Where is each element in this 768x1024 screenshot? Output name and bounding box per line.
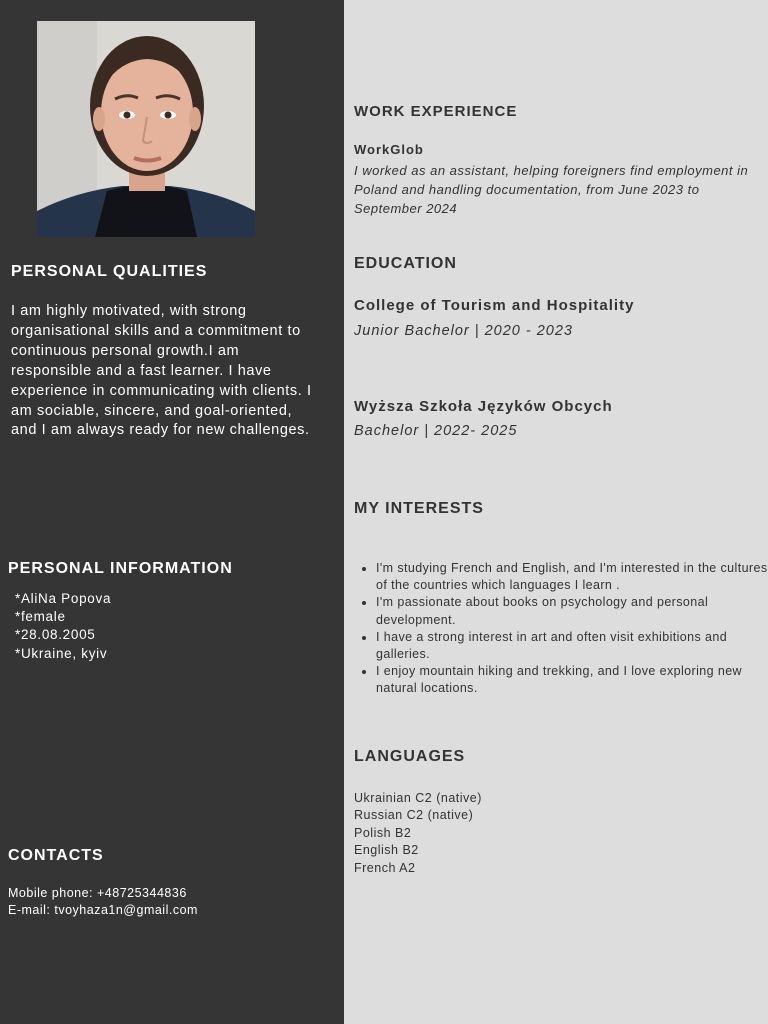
language-russian: Russian C2 (native) [354, 808, 474, 823]
personal-information-heading: PERSONAL INFORMATION [8, 560, 233, 577]
work-experience-heading: WORK EXPERIENCE [354, 103, 518, 120]
personal-qualities-text: I am highly motivated, with strong organisational skills and a commitment to continuous personal growth.I am responsible and a fast learner. I have experience in communicating with clients. I am sociable, sincere, and goal-oriented, and I am always ready for new challenges. [11, 303, 312, 439]
education-school-1: College of Tourism and Hospitality [354, 297, 635, 314]
education-degree-1: Junior Bachelor | 2020 - 2023 [354, 323, 573, 339]
list-item: • I have a strong interest in art and often visit exhibitions and galleries. [376, 629, 768, 663]
profile-photo [37, 21, 255, 237]
interests-heading: MY INTERESTS [354, 500, 484, 517]
personal-information-list [15, 590, 111, 663]
work-description: I worked as an assistant, helping foreigners find employment in Poland and handling documentation, from June 2023 to September 2024 [354, 163, 749, 216]
language-polish: Polish B2 [354, 825, 412, 840]
list-item: • I'm passionate about books on psychology and personal development. [376, 594, 768, 628]
language-ukrainian: Ukrainian C2 (native) [354, 791, 482, 805]
languages-heading: LANGUAGES [354, 748, 466, 765]
list-item: • I enjoy mountain hiking and trekking, and I love exploring new natural locations. [376, 663, 768, 697]
personal-qualities-heading: PERSONAL QUALITIES [11, 263, 208, 280]
languages-list [354, 790, 482, 877]
list-item: • I'm studying French and English, and I'm interested in the cultures of the countries which languages I learn . [376, 560, 768, 594]
education-degree-2: Bachelor | 2022- 2025 [354, 423, 518, 439]
contacts-heading: CONTACTS [8, 847, 104, 864]
language-french: French A2 [354, 860, 416, 875]
info-location: *Ukraine, kyiv [15, 645, 108, 661]
info-birthdate: *28.08.2005 [15, 627, 96, 643]
sidebar [0, 0, 344, 1024]
info-name: *AliNa Popova [15, 591, 112, 606]
contact-email: E-mail: tvoyhaza1n@gmail.com [8, 902, 198, 917]
education-school-2: Wyższa Szkoła Języków Obcych [354, 398, 613, 415]
contacts-list [8, 885, 198, 918]
work-company: WorkGlob [354, 142, 424, 157]
contact-phone: Mobile phone: +48725344836 [8, 886, 187, 900]
education-heading: EDUCATION [354, 255, 457, 272]
info-gender: *female [15, 609, 66, 625]
language-english: English B2 [354, 843, 419, 858]
interests-list [357, 560, 768, 698]
